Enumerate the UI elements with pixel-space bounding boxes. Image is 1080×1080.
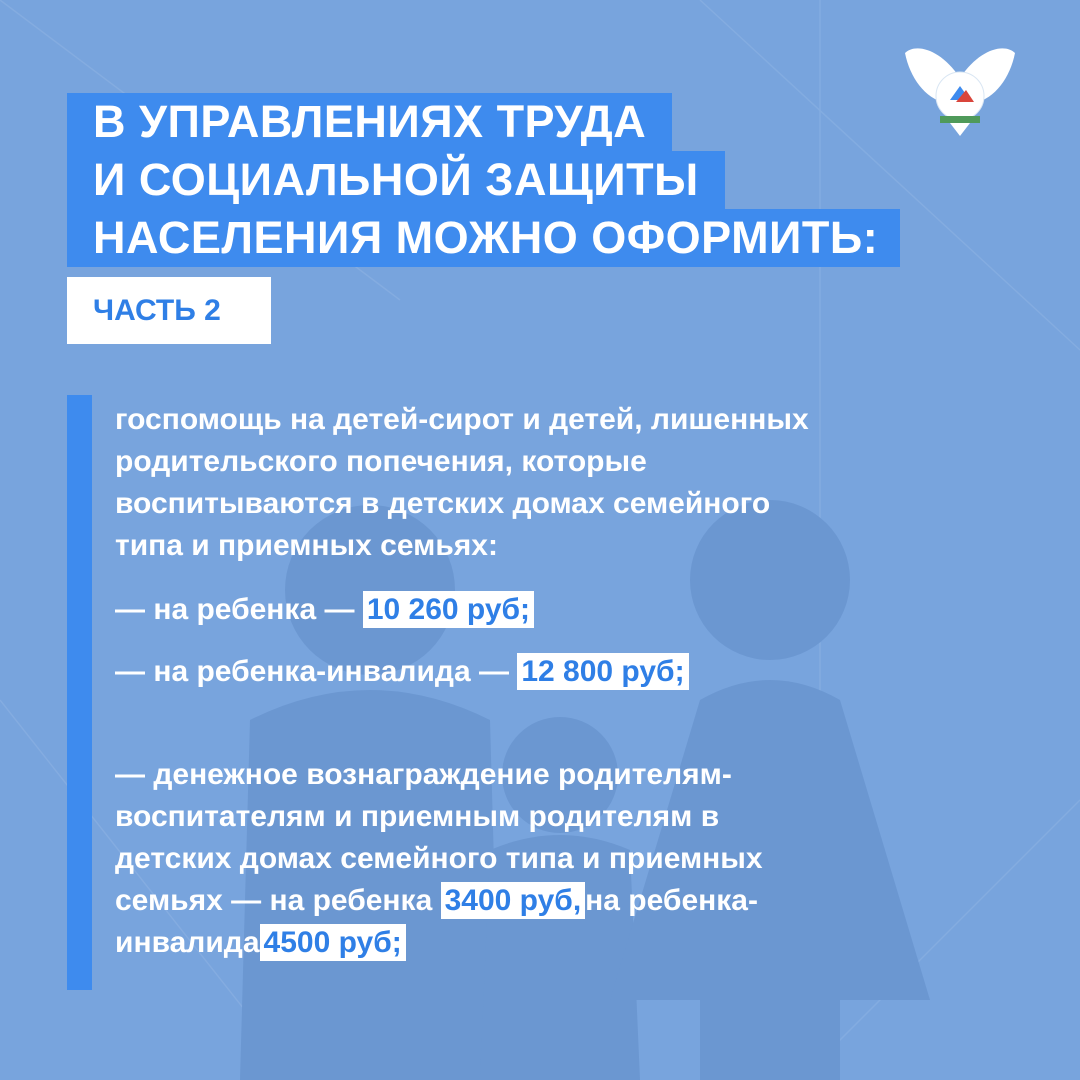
reward-line bbox=[115, 880, 763, 922]
item-child-amount: 10 260 руб; bbox=[363, 591, 534, 628]
item-child-label: — на ребенка — bbox=[115, 593, 355, 626]
reward-line: детских домах семейного типа и приемных bbox=[115, 842, 763, 875]
accent-bar bbox=[67, 395, 92, 990]
ministry-emblem-logo bbox=[900, 38, 1020, 138]
intro-line: воспитываются в детских домах семейного bbox=[115, 487, 771, 520]
intro-line: госпомощь на детей-сирот и детей, лишенных bbox=[115, 403, 809, 436]
reward-line4-prefix: семьях — на ребенка bbox=[115, 884, 433, 917]
intro-line: родительского попечения, которые bbox=[115, 445, 647, 478]
title-line-3: НАСЕЛЕНИЯ МОЖНО ОФОРМИТЬ: bbox=[67, 209, 900, 267]
item-disabled-child-label: — на ребенка-инвалида — bbox=[115, 655, 509, 688]
reward-line bbox=[115, 922, 763, 964]
title-line-2: И СОЦИАЛЬНОЙ ЗАЩИТЫ bbox=[67, 151, 725, 209]
part-label: ЧАСТЬ 2 bbox=[67, 277, 271, 344]
reward-line5-prefix: инвалида bbox=[115, 926, 260, 959]
item-disabled-child-amount: 12 800 руб; bbox=[517, 653, 688, 690]
item-disabled-child bbox=[115, 651, 689, 693]
intro-line: типа и приемных семьях: bbox=[115, 529, 498, 562]
title-line-1: В УПРАВЛЕНИЯХ ТРУДА bbox=[67, 93, 672, 151]
reward-line4-suffix: на ребенка- bbox=[585, 884, 758, 917]
item-child bbox=[115, 589, 534, 631]
reward-line: воспитателям и приемным родителям в bbox=[115, 800, 720, 833]
reward-text bbox=[115, 754, 763, 964]
reward-amount-child: 3400 руб, bbox=[441, 882, 586, 919]
reward-line: — денежное вознаграждение родителям- bbox=[115, 758, 732, 791]
reward-amount-disabled-child: 4500 руб; bbox=[260, 924, 406, 961]
intro-text bbox=[115, 399, 809, 567]
